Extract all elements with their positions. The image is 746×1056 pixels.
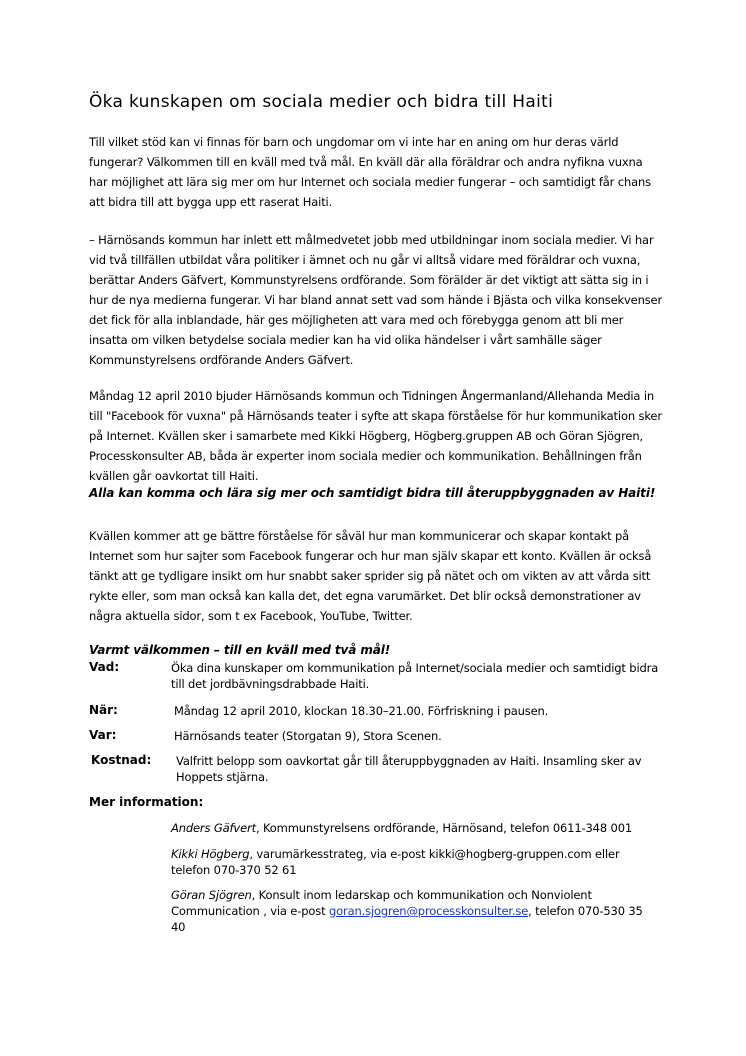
contact-goran [171, 887, 656, 935]
what-value: Öka dina kunskaper om kommunikation på Internet/sociala medier och samtidigt bidra till det jordbävningsdrabbade Haiti. [171, 661, 659, 691]
welcome-heading: Varmt välkommen – till en kväll med två mål! [89, 643, 391, 657]
where-label: Var: [89, 728, 117, 742]
contact-phone: , telefon 070-530 35 40 [171, 904, 643, 934]
contact-name: Anders Gäfvert [171, 821, 256, 835]
contact-details: , Kommunstyrelsens ordförande, Härnösand, telefon 0611-348 001 [255, 821, 633, 835]
contact-details: , varumärkesstrateg, via e-post kikki@hogberg-gruppen.com eller telefon 070-370 52 61 [171, 847, 620, 877]
call-to-action: Alla kan komma och lära sig mer och samtidigt bidra till återuppbyggnaden av Haiti! [89, 486, 656, 500]
when-label: När: [89, 703, 118, 717]
contact-name: Göran Sjögren [171, 888, 252, 902]
contact-name: Kikki Högberg [171, 847, 250, 861]
intro-paragraph: Till vilket stöd kan vi finnas för barn och ungdomar om vi inte har en aning om hur deras värld fungerar? Välkommen till en kväll med två mål. En kväll där alla föräldrar och andra nyfikna vuxna har möjlighet att lära sig mer om hur Internet och sociala medier fungerar – och samtidigt får chans att bidra till att bygga upp ett raserat Haiti. [89, 135, 651, 209]
when-value: Måndag 12 april 2010, klockan 18.30–21.00. Förfriskning i pausen. [174, 704, 549, 718]
contact-kikki [171, 846, 656, 878]
where-value: Härnösands teater (Storgatan 9), Stora Scenen. [174, 729, 442, 743]
email-link[interactable]: goran.sjogren@processkonsulter.se [328, 904, 529, 918]
page-title: Öka kunskapen om sociala medier och bidra till Haiti [89, 92, 554, 112]
contact-anders [171, 820, 656, 836]
content-paragraph: Kvällen kommer att ge bättre förståelse för såväl hur man kommunicerar och skapar kontakt på Internet som hur sajter som Facebook fungerar och hur man själv skapar ett konto. Kvällen är också tänkt att ge tydligare insikt om hur snabbt saker sprider sig på nätet och om vikten av att vårda sitt rykte eller, som man också kan kalla det, det egna varumärket. Det blir också demonstrationer av några aktuella sidor, som t ex Facebook, YouTube, Twitter. [89, 529, 652, 623]
cost-label: Kostnad: [91, 753, 152, 767]
cost-value: Valfritt belopp som oavkortat går till återuppbyggnaden av Haiti. Insamling sker av Hoppets stjärna. [176, 754, 642, 784]
quote-paragraph: – Härnösands kommun har inlett ett målmedvetet jobb med utbildningar inom sociala medier. Vi har vid två tillfällen utbildat våra politiker i ämnet och nu går vi alltså vidare med föräldrar och vuxna, berättar Anders Gäfvert, Kommunstyrelsens ordförande. Som förälder är det viktigt att sätta sig in i hur de nya medierna fungerar. Vi har bland annat sett vad som hände i Bjästa och vilka konsekvenser det fick för alla inblandade, här ges möjligheten att vara med och förebygga genom att bli mer insatta om vilken betydelse sociala medier kan ha vid olika händelser i vårt samhälle säger Kommunstyrelsens ordförande Anders Gäfvert. [89, 233, 663, 367]
event-paragraph: Måndag 12 april 2010 bjuder Härnösands kommun och Tidningen Ångermanland/Allehanda Media in till "Facebook för vuxna" på Härnösands teater i syfte att skapa förståelse för hur kommunikation sker på Internet. Kvällen sker i samarbete med Kikki Högberg, Högberg.gruppen AB och Göran Sjögren, Processkonsulter AB, båda är experter inom sociala medier och kommunikation. Behållningen från kvällen går oavkortat till Haiti. [89, 389, 662, 483]
contact-details: , Konsult inom ledarskap och kommunikation och Nonviolent Communication , via e-post [171, 888, 592, 918]
what-label: Vad: [89, 660, 120, 674]
more-info-label: Mer information: [89, 795, 204, 809]
